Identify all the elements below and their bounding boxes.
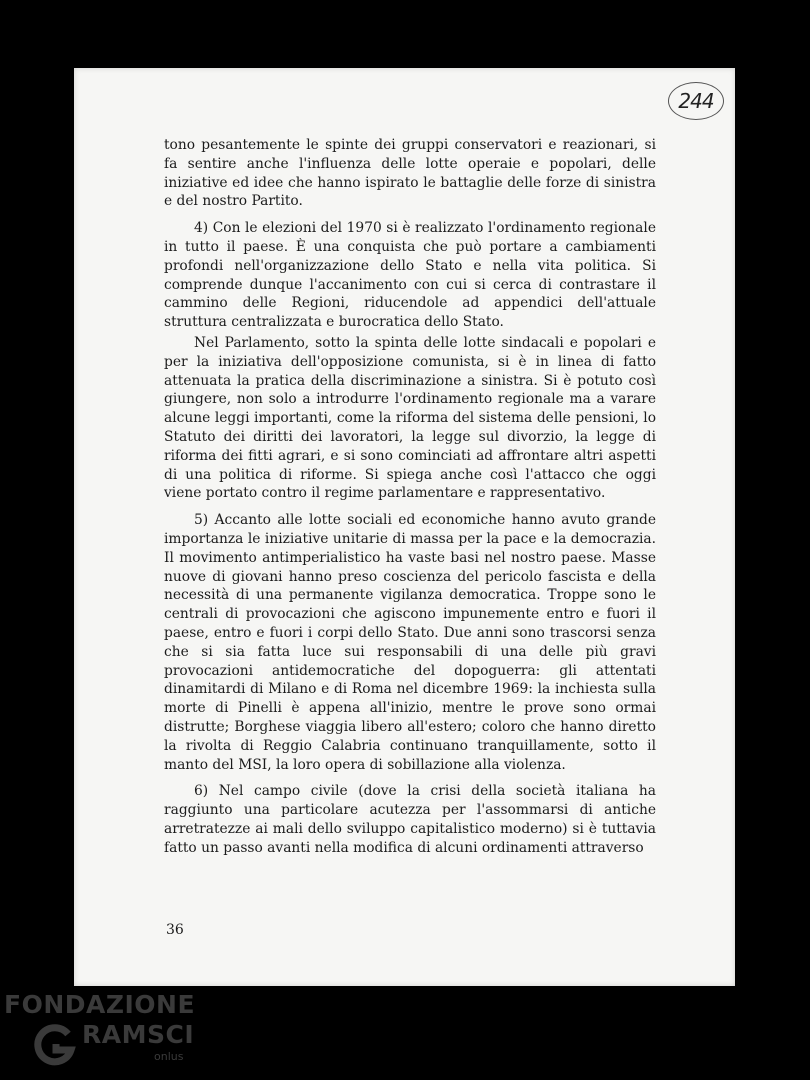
gramsci-g-logo-icon xyxy=(34,1024,76,1066)
document-page xyxy=(74,68,735,986)
paragraph: tono pesantemente le spinte dei gruppi conservatori e reazionari, si fa sentire anche l'influenza delle lotte operaie e popolari, delle iniziative ed idee che hanno ispirato le battaglie delle forze di sinistra e del nostro Partito. xyxy=(164,137,656,210)
watermark-line-onlus: onlus xyxy=(154,1050,184,1063)
paragraph: 5) Accanto alle lotte sociali ed economiche hanno avuto grande importanza le iniziative unitarie di massa per la pace e la democrazia. Il movimento antimperialistico ha vaste basi nel nostro paese. Masse nuove di giovani hanno preso coscienza del pericolo fascista e della necessità di una permanente vigilanza democratica. Troppe sono le centrali di provocazioni che agiscono impunemente entro e fuori il paese, entro e fuori i corpi dello Stato. Due anni sono trascorsi senza che si sia fatta luce sui responsabili di una delle più gravi provocazioni antidemocratiche del dopoguerra: gli attentati dinamitardi di Milano e di Roma nel dicembre 1969: la inchiesta sulla morte di Pinelli è appena all'inizio, mentre le prove sono ormai distrutte; Borghese viaggia libero all'estero; coloro che hanno diretto la rivolta di Reggio Calabria continuano tranquillamente, sotto il manto del MSI, la loro opera di sobillazione alla violenza. xyxy=(164,512,656,773)
watermark-line-gramsci: RAMSCI xyxy=(82,1020,195,1049)
fondazione-gramsci-watermark xyxy=(4,990,204,1075)
paragraph: Nel Parlamento, sotto la spinta delle lotte sindacali e popolari e per la iniziativa dell'opposizione comunista, si è in linea di fatto attenuata la pratica della discriminazione a sinistra. Si è potuto così giungere, non solo a introdurre l'ordinamento regionale ma a varare alcune leggi importanti, come la riforma del sistema delle pensioni, lo Statuto dei diritti dei lavoratori, la legge sul divorzio, la legge di riforma dei fitti agrari, e si sono cominciati ad affrontare altri aspetti di una politica di riforme. Si spiega anche così l'attacco che oggi viene portato contro il regime parlamentare e rappresentativo. xyxy=(164,334,656,502)
paragraph: 4) Con le elezioni del 1970 si è realizzato l'ordinamento regionale in tutto il paese. È una conquista che può portare a cambiamenti profondi nell'organizzazione dello Stato e nella vita politica. Si comprende dunque l'accanimento con cui si cerca di contrastare il cammino delle Regioni, riducendole ad appendici dell'attuale struttura centralizzata e burocratica dello Stato. xyxy=(164,220,656,331)
watermark-line-fondazione: FONDAZIONE xyxy=(4,990,196,1019)
page-number: 36 xyxy=(166,922,184,938)
archive-number-stamp: 244 xyxy=(668,82,724,120)
document-body xyxy=(164,136,656,865)
paragraph: 6) Nel campo civile (dove la crisi della società italiana ha raggiunto una particolare acutezza per l'assommarsi di antiche arretratezze ai mali dello sviluppo capitalistico moderno) si è tuttavia fatto un passo avanti nella modifica di alcuni ordinamenti attraverso xyxy=(164,783,656,856)
